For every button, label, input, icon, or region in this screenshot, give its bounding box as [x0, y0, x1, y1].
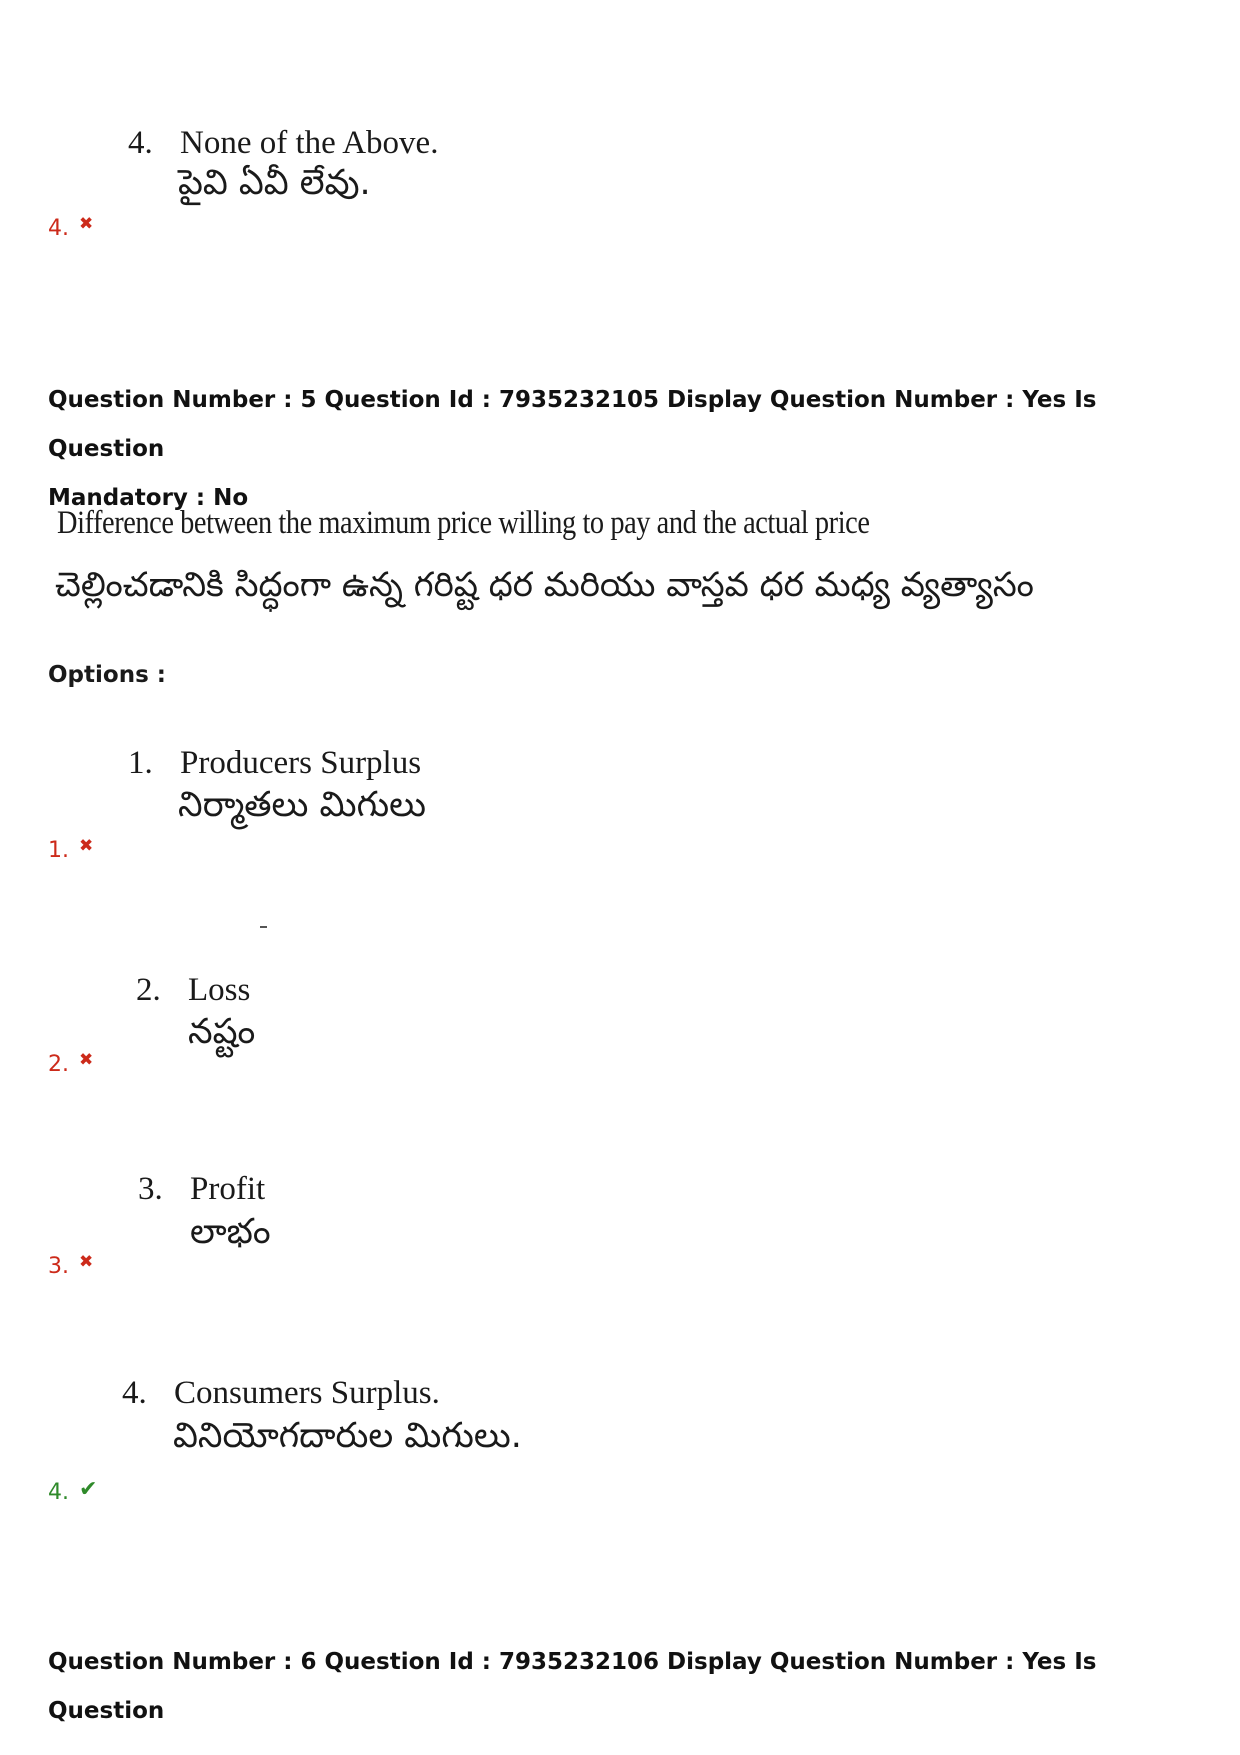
question-6-header-line1: Question Number : 6 Question Id : 7935232106 Display Question Number : Yes Is Question — [48, 1649, 1097, 1724]
option-4-telugu: వినియోగదారుల మిగులు. — [173, 1416, 522, 1456]
option-4-number: 4. — [122, 1375, 147, 1411]
question-5-text-telugu: చెల్లించడానికి సిద్ధంగా ఉన్న గరిష్ట ధర మరియు వాస్తవ ధర మధ్య వ్యత్యాసం — [55, 565, 1034, 605]
wrong-icon: ✖ — [79, 836, 94, 856]
option-4-mark — [48, 1477, 98, 1505]
wrong-icon: ✖ — [79, 1252, 94, 1272]
option-3-mark-number: 3. — [48, 1254, 69, 1279]
prev-option-4-mark-number: 4. — [48, 216, 69, 241]
option-2-mark — [48, 1052, 93, 1077]
wrong-icon: ✖ — [79, 214, 94, 234]
option-1-mark — [48, 838, 93, 863]
option-3-number: 3. — [138, 1171, 163, 1207]
prev-option-4-mark — [48, 216, 93, 241]
option-4-english: Consumers Surplus. — [174, 1375, 440, 1411]
prev-option-4-english: None of the Above. — [180, 125, 439, 161]
option-1-mark-number: 1. — [48, 838, 69, 863]
option-2-telugu: నష్టం — [188, 1012, 256, 1052]
option-1-english: Producers Surplus — [180, 745, 422, 781]
options-label: Options : — [48, 662, 166, 688]
question-5-text-english: Difference between the maximum price willing to pay and the actual price — [57, 505, 870, 541]
option-3-english: Profit — [190, 1171, 266, 1207]
question-5-header-line2: Mandatory : No — [48, 485, 249, 511]
option-3-mark — [48, 1254, 93, 1279]
option-3-telugu: లాభం — [190, 1212, 271, 1252]
stray-mark — [260, 926, 267, 928]
question-6-header — [48, 1638, 1208, 1736]
option-2-number: 2. — [136, 972, 161, 1008]
check-icon: ✔ — [79, 1477, 98, 1502]
prev-option-4-telugu: పైవి ఏవీ లేవు. — [178, 163, 371, 203]
wrong-icon: ✖ — [79, 1050, 94, 1070]
prev-option-4-number: 4. — [128, 125, 153, 161]
question-5-header — [48, 376, 1208, 523]
option-1-number: 1. — [128, 745, 153, 781]
option-2-english: Loss — [188, 972, 251, 1008]
option-2-mark-number: 2. — [48, 1052, 69, 1077]
option-4-mark-number: 4. — [48, 1480, 69, 1505]
option-1-telugu: నిర్మాతలు మిగులు — [178, 785, 427, 825]
question-5-header-line1: Question Number : 5 Question Id : 7935232105 Display Question Number : Yes Is Question — [48, 387, 1097, 462]
